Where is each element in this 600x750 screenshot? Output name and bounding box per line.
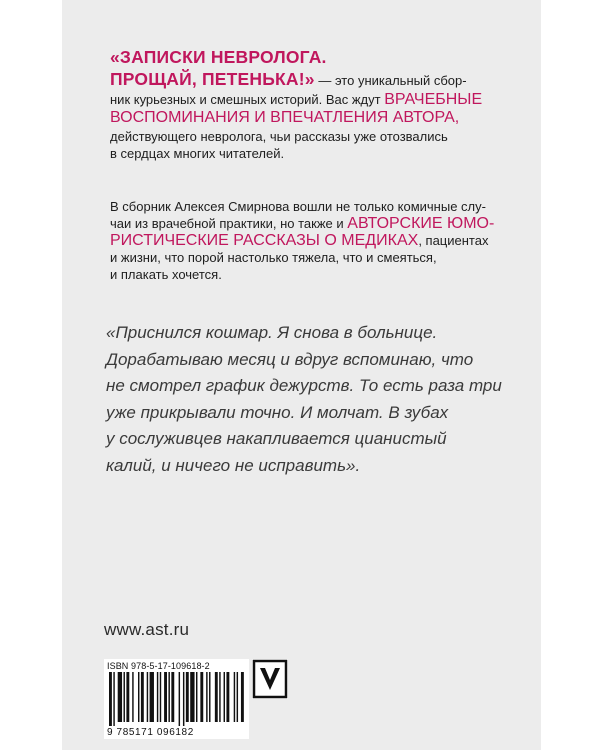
- description-text: В сборник Алексея Смирнова вошли не только комичные слу-: [110, 199, 486, 214]
- highlight-text: РИСТИЧЕСКИЕ РАССКАЗЫ О МЕДИКАХ: [110, 232, 419, 249]
- barcode-bar: [132, 672, 133, 722]
- barcode-bar: [196, 672, 197, 722]
- barcode-bar: [206, 672, 207, 722]
- barcode-bar: [138, 672, 139, 722]
- barcode-bar: [171, 672, 174, 722]
- barcode-bar: [186, 672, 189, 722]
- barcode-bar: [126, 672, 129, 722]
- barcode-bar: [179, 672, 180, 726]
- highlight-text: АВТОРСКИЕ ЮМО-: [347, 215, 495, 232]
- barcode-bar: [224, 672, 225, 722]
- description-text: ник курьезных и смешных историй. Вас ждут: [110, 92, 385, 107]
- book-title-line-1: «ЗАПИСКИ НЕВРОЛОГА.: [110, 47, 327, 67]
- barcode-bar: [164, 672, 167, 722]
- description-text: в сердцах многих читателей.: [110, 146, 285, 161]
- barcode-digits: 9 785171 096182: [107, 727, 194, 738]
- barcode-bar: [215, 672, 218, 722]
- description-paragraph-2: [110, 198, 510, 283]
- description-text: — это уникальный сбор-: [314, 73, 467, 88]
- description-text: действующего невролога, чьи рассказы уже отозвались: [110, 129, 448, 144]
- highlight-text: ВОСПОМИНАНИЯ И ВПЕЧАТЛЕНИЯ АВТОРА,: [110, 109, 460, 126]
- quote-line: «Приснился кошмар. Я снова в больнице.: [106, 323, 438, 342]
- barcode-bar: [190, 672, 194, 722]
- barcode-bar: [241, 672, 244, 722]
- publisher-v-logo-icon: [252, 659, 288, 699]
- isbn-label: ISBN 978-5-17-109618-2: [107, 661, 210, 671]
- barcode-bar: [234, 672, 235, 722]
- description-text: , пациентах: [418, 233, 489, 248]
- description-text: чаи из врачебной практики, но также и: [110, 216, 348, 231]
- quote-line: не смотрел график дежурств. То есть раза три: [106, 376, 502, 395]
- barcode-bar: [183, 672, 184, 726]
- publisher-website: www.ast.ru: [104, 620, 190, 639]
- quote-line: Дорабатываю месяц и вдруг вспоминаю, что: [106, 349, 474, 369]
- barcode-bar: [147, 672, 148, 722]
- quote-line: уже прикрывали точно. И молчат. В зубах: [106, 402, 449, 422]
- barcode-bar: [113, 672, 114, 726]
- barcode-bar: [118, 672, 122, 722]
- barcode-bar: [237, 672, 238, 722]
- barcode-bar: [141, 672, 144, 722]
- barcode-bar: [209, 672, 210, 722]
- barcode-bar: [109, 672, 112, 726]
- quote-line: у сослуживцев накапливается цианистый: [106, 429, 447, 448]
- isbn-barcode: [104, 659, 249, 739]
- barcode-bar: [219, 672, 220, 722]
- barcode-bar: [168, 672, 169, 722]
- book-excerpt-quote: [106, 320, 502, 479]
- highlight-text: ВРАЧЕБНЫЕ: [384, 91, 483, 108]
- barcode-bar: [200, 672, 203, 722]
- barcode-bar: [157, 672, 158, 722]
- barcode-bar: [160, 672, 161, 722]
- barcode-bar: [226, 672, 229, 722]
- description-paragraph-1: [110, 47, 510, 162]
- book-title-line-2: ПРОЩАЙ, ПЕТЕНЬКА!»: [110, 69, 315, 89]
- description-text: и жизни, что порой настолько тяжела, что и смеяться,: [110, 250, 437, 265]
- barcode-bars: [107, 672, 246, 726]
- barcode-bar: [150, 672, 154, 722]
- barcode-bar: [124, 672, 125, 722]
- description-text: и плакать хочется.: [110, 267, 222, 282]
- quote-line: калий, и ничего не исправить».: [106, 455, 361, 475]
